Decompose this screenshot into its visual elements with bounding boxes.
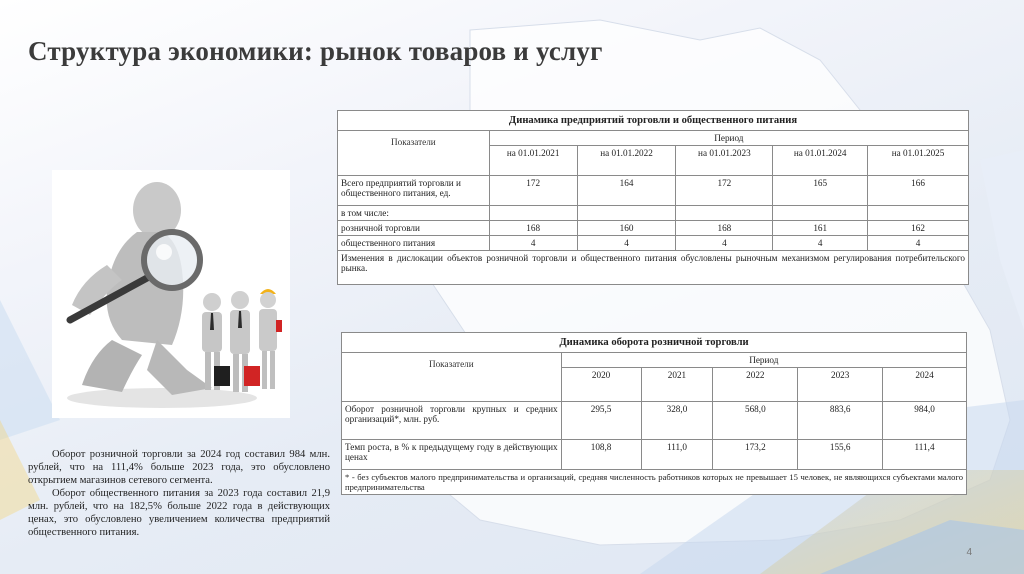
column-header: на 01.01.2021 xyxy=(489,146,577,176)
description-text xyxy=(28,448,330,539)
page-title: Структура экономики: рынок товаров и услуг xyxy=(28,36,603,66)
table-row xyxy=(342,402,967,440)
table-header-row xyxy=(338,131,969,146)
enterprises-dynamics-table xyxy=(337,110,969,285)
table-cell: 164 xyxy=(577,176,676,206)
table-cell: 160 xyxy=(577,221,676,236)
table-caption: Динамика оборота розничной торговли xyxy=(342,333,967,353)
retail-turnover-table xyxy=(341,332,967,495)
column-header: 2024 xyxy=(883,368,967,402)
column-header: на 01.01.2024 xyxy=(773,146,868,176)
table-row xyxy=(338,176,969,206)
table-cell: 172 xyxy=(676,176,773,206)
table-caption: Динамика предприятий торговли и общественного питания xyxy=(338,111,969,131)
table-row xyxy=(342,440,967,470)
table-cell: 161 xyxy=(773,221,868,236)
illustration-magnifier-figure xyxy=(52,170,290,418)
table-cell: 883,6 xyxy=(798,402,883,440)
row-label: общественного питания xyxy=(338,236,490,251)
description-paragraph-retail: Оборот розничной торговли за 2024 год составил 984 млн. рублей, что на 111,4% больше 2023 года, это обусловлено открытием магазинов сетевого сегмента. xyxy=(28,449,330,486)
description-paragraph-catering: Оборот общественного питания за 2023 года составил 21,9 млн. рублей, что на 182,5% больше 2022 года в действующих ценах, это обусловлено увеличением количества предприятий общественного питания. xyxy=(28,488,330,538)
row-label: Всего предприятий торговли и общественного питания, ед. xyxy=(338,176,490,206)
table-cell: 168 xyxy=(489,221,577,236)
table-cell: 111,0 xyxy=(641,440,713,470)
indicators-header: Показатели xyxy=(338,131,490,176)
table-cell: 111,4 xyxy=(883,440,967,470)
table-footnote: * - без субъектов малого предпринимательства и организаций, средняя численность работников которых не превышает 15 человек, не являющихся субъектами малого предпринимательства xyxy=(342,470,967,495)
table-caption-row xyxy=(338,111,969,131)
table-row xyxy=(338,236,969,251)
table-cell: 162 xyxy=(868,221,969,236)
table-cell: 108,8 xyxy=(561,440,641,470)
row-label: Оборот розничной торговли крупных и средних организаций*, млн. руб. xyxy=(342,402,562,440)
table-footnote-row xyxy=(342,470,967,495)
column-header: на 01.01.2022 xyxy=(577,146,676,176)
row-label: в том числе: xyxy=(338,206,490,221)
table-cell: 166 xyxy=(868,176,969,206)
period-header: Период xyxy=(489,131,968,146)
magnifier-figure-icon xyxy=(52,170,290,418)
table-cell xyxy=(773,206,868,221)
table-cell: 4 xyxy=(773,236,868,251)
page-number: 4 xyxy=(966,547,972,558)
table-cell: 4 xyxy=(676,236,773,251)
indicators-header: Показатели xyxy=(342,353,562,402)
table-cell: 4 xyxy=(489,236,577,251)
table-row xyxy=(338,206,969,221)
table-cell: 4 xyxy=(868,236,969,251)
column-header: 2020 xyxy=(561,368,641,402)
table-cell: 172 xyxy=(489,176,577,206)
table-cell xyxy=(676,206,773,221)
table-cell: 173,2 xyxy=(713,440,798,470)
table-cell xyxy=(577,206,676,221)
table-cell xyxy=(489,206,577,221)
column-header: 2023 xyxy=(798,368,883,402)
table-cell: 568,0 xyxy=(713,402,798,440)
table-caption-row xyxy=(342,333,967,353)
table-cell: 155,6 xyxy=(798,440,883,470)
table-row xyxy=(338,221,969,236)
column-header: 2021 xyxy=(641,368,713,402)
row-label: Темп роста, в % к предыдущему году в действующих ценах xyxy=(342,440,562,470)
table-cell: 328,0 xyxy=(641,402,713,440)
period-header: Период xyxy=(561,353,966,368)
row-label: розничной торговли xyxy=(338,221,490,236)
table-note-row xyxy=(338,251,969,285)
column-header: 2022 xyxy=(713,368,798,402)
table-cell: 295,5 xyxy=(561,402,641,440)
table-cell: 168 xyxy=(676,221,773,236)
table-note: Изменения в дислокации объектов розничной торговли и общественного питания обусловлены рыночным механизмом регулирования потребительского рынка. xyxy=(338,251,969,285)
column-header: на 01.01.2025 xyxy=(868,146,969,176)
column-header: на 01.01.2023 xyxy=(676,146,773,176)
table-cell: 984,0 xyxy=(883,402,967,440)
table-header-row xyxy=(342,353,967,368)
table-cell: 4 xyxy=(577,236,676,251)
table-cell xyxy=(868,206,969,221)
table-cell: 165 xyxy=(773,176,868,206)
